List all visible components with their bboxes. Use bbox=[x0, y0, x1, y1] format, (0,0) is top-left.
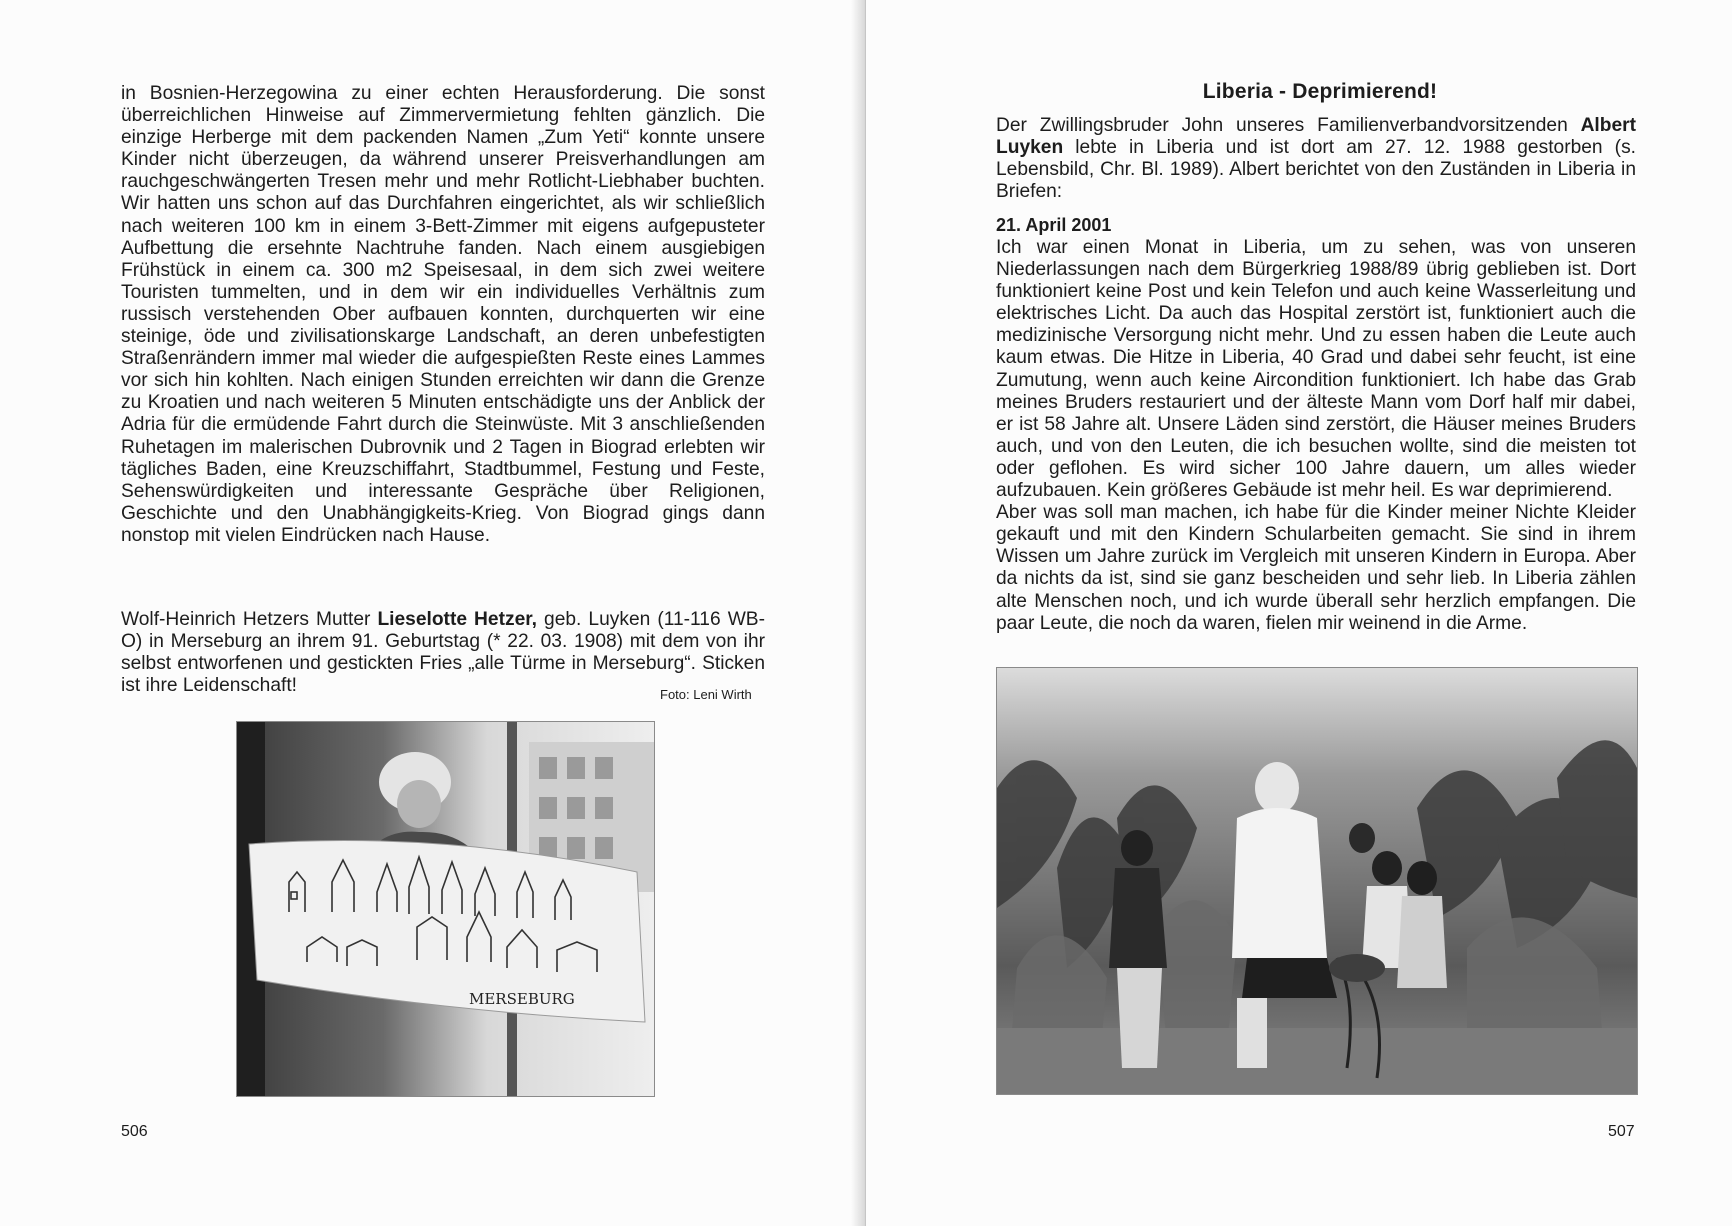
letter-date: 21. April 2001 bbox=[996, 215, 1112, 235]
letter-text bbox=[996, 237, 1636, 635]
letter-paragraph-2: Aber was soll man machen, ich habe für die Kinder meiner Nichte Kleider gekauft und mit den Kindern Schularbeiten gemacht. Sie sind in ihrem Wissen um Jahre zurück im Vergleich mit unseren Kindern in Europa. Aber da nichts da ist, sind sie ganz bescheiden und sehr lieb. In Liberia zählen alte Menschen noch, und ich wurde überall sehr herzlich empfangen. Die paar Leute, die noch da waren, fielen mir weinend in die Arme. bbox=[996, 502, 1636, 634]
intro-paragraph bbox=[996, 115, 1636, 203]
embroidery-photo-image bbox=[237, 722, 654, 1096]
caption-text-start: Wolf-Heinrich Hetzers Mutter bbox=[121, 609, 378, 630]
embroidery-text: MERSEBURG bbox=[469, 990, 575, 1008]
intro-text-start: Der Zwillingsbruder John unseres Familienverbandvorsitzenden bbox=[996, 115, 1581, 136]
page-number-right: 507 bbox=[1608, 1123, 1635, 1140]
caption-text-end: geb. Luyken (11-116 WB-O) in Merseburg an ihrem 91. Geburtstag (* 22. 03. 1908) mit dem von ihr selbst entworfenen und gestickten Fries „alle Türme in Merseburg“. Sticken ist ihre Leidenschaft! bbox=[121, 609, 765, 697]
liberia-photo bbox=[996, 667, 1638, 1095]
page-number-left: 506 bbox=[121, 1123, 148, 1140]
letter-paragraph-1: Ich war einen Monat in Liberia, um zu sehen, was von unseren Niederlassungen nach dem Bürgerkrieg 1988/89 übrig geblieben ist. Dort funktioniert keine Post und kein Telefon und auch keine Wasserleitung und elektrisches Licht. Da auch das Hospital zerstört ist, funktioniert auch die medizinische Versorgung nicht mehr. Und zu essen haben die Leute auch kaum etwas. Die Hitze in Liberia, 40 Grad und dabei sehr feucht, ist eine Zumutung, wenn auch keine Aircondition funktioniert. Ich habe das Grab meines Bruders restauriert und der älteste Mann vom Dorf half mir dabei, er ist 58 Jahre alt. Unsere Läden sind zerstört, die Häuser meines Bruders auch, und von den Leuten, die ich besuchen wollte, sind die meisten tot oder geflohen. Es wird sicher 100 Jahre dauern, um alles wieder aufzubauen. Kein größeres Gebäude ist mehr heil. Es war deprimierend. bbox=[996, 237, 1636, 502]
caption-paragraph bbox=[121, 609, 765, 697]
intro-name: Albert Luyken bbox=[996, 115, 1636, 159]
photo-credit: Foto: Leni Wirth bbox=[660, 687, 752, 702]
intro-text-end: lebte in Liberia und ist dort am 27. 12. 1988 gestorben (s. Lebensbild, Chr. Bl. 1989). Albert berichtet von den Zuständen in Liberia in Briefen: bbox=[996, 137, 1636, 203]
caption-name: Lieselotte Hetzer, bbox=[377, 609, 537, 630]
left-body-text: in Bosnien-Herzegowina zu einer echten Herausforderung. Die sonst überreichlichen Hinweise auf Zimmervermietung fehlten gänzlich. Die einzige Herberge mit dem packenden Namen „Zum Yeti“ konnte unsere Kinder nicht überzeugen, da während unserer Preisverhandlungen am rauchgeschwängerten Tresen mehr und mehr Rotlicht-Liebhaber buchten. Wir hatten uns schon auf das Durchfahren eingerichtet, als wir schließlich nach weiteren 100 km in einem 3-Bett-Zimmer mit eigens aufgepusteter Aufbettung die ersehnte Nachtruhe fanden. Nach einem ausgiebigen Frühstück in einem ca. 300 m2 Speisesaal, in dem sich zwei weitere Touristen tummelten, und in dem wir ein individuelles Verhältnis zum russisch verstehenden Ober aufbauen konnten, durchquerten wir eine steinige, öde und zivilisationskarge Landschaft, an deren unbefestigten Straßenrändern immer mal wieder die aufgespießten Reste eines Lammes vor sich hin kohlten. Nach einigen Stunden erreichten wir dann die Grenze zu Kroatien und nach weiteren 5 Minuten entschädigte uns der Anblick der Adria für die ermüdende Fahrt durch die Steinwüste. Mit 3 anschließenden Ruhetagen im malerischen Dubrovnik und 2 Tagen in Biograd erlebten wir tägliches Baden, eine Kreuzschiffahrt, Stadtbummel, Festung und Feste, Sehenswürdigkeiten und interessante Gespräche über Religionen, Geschichte und den Unabhängigkeits-Krieg. Von Biograd gings dann nonstop mit vielen Eindrücken nach Hause. bbox=[121, 83, 765, 546]
embroidery-photo bbox=[236, 721, 655, 1097]
article-heading: Liberia - Deprimierend! bbox=[1202, 80, 1438, 103]
liberia-photo-image bbox=[997, 668, 1637, 1094]
photo-caption bbox=[121, 609, 765, 697]
